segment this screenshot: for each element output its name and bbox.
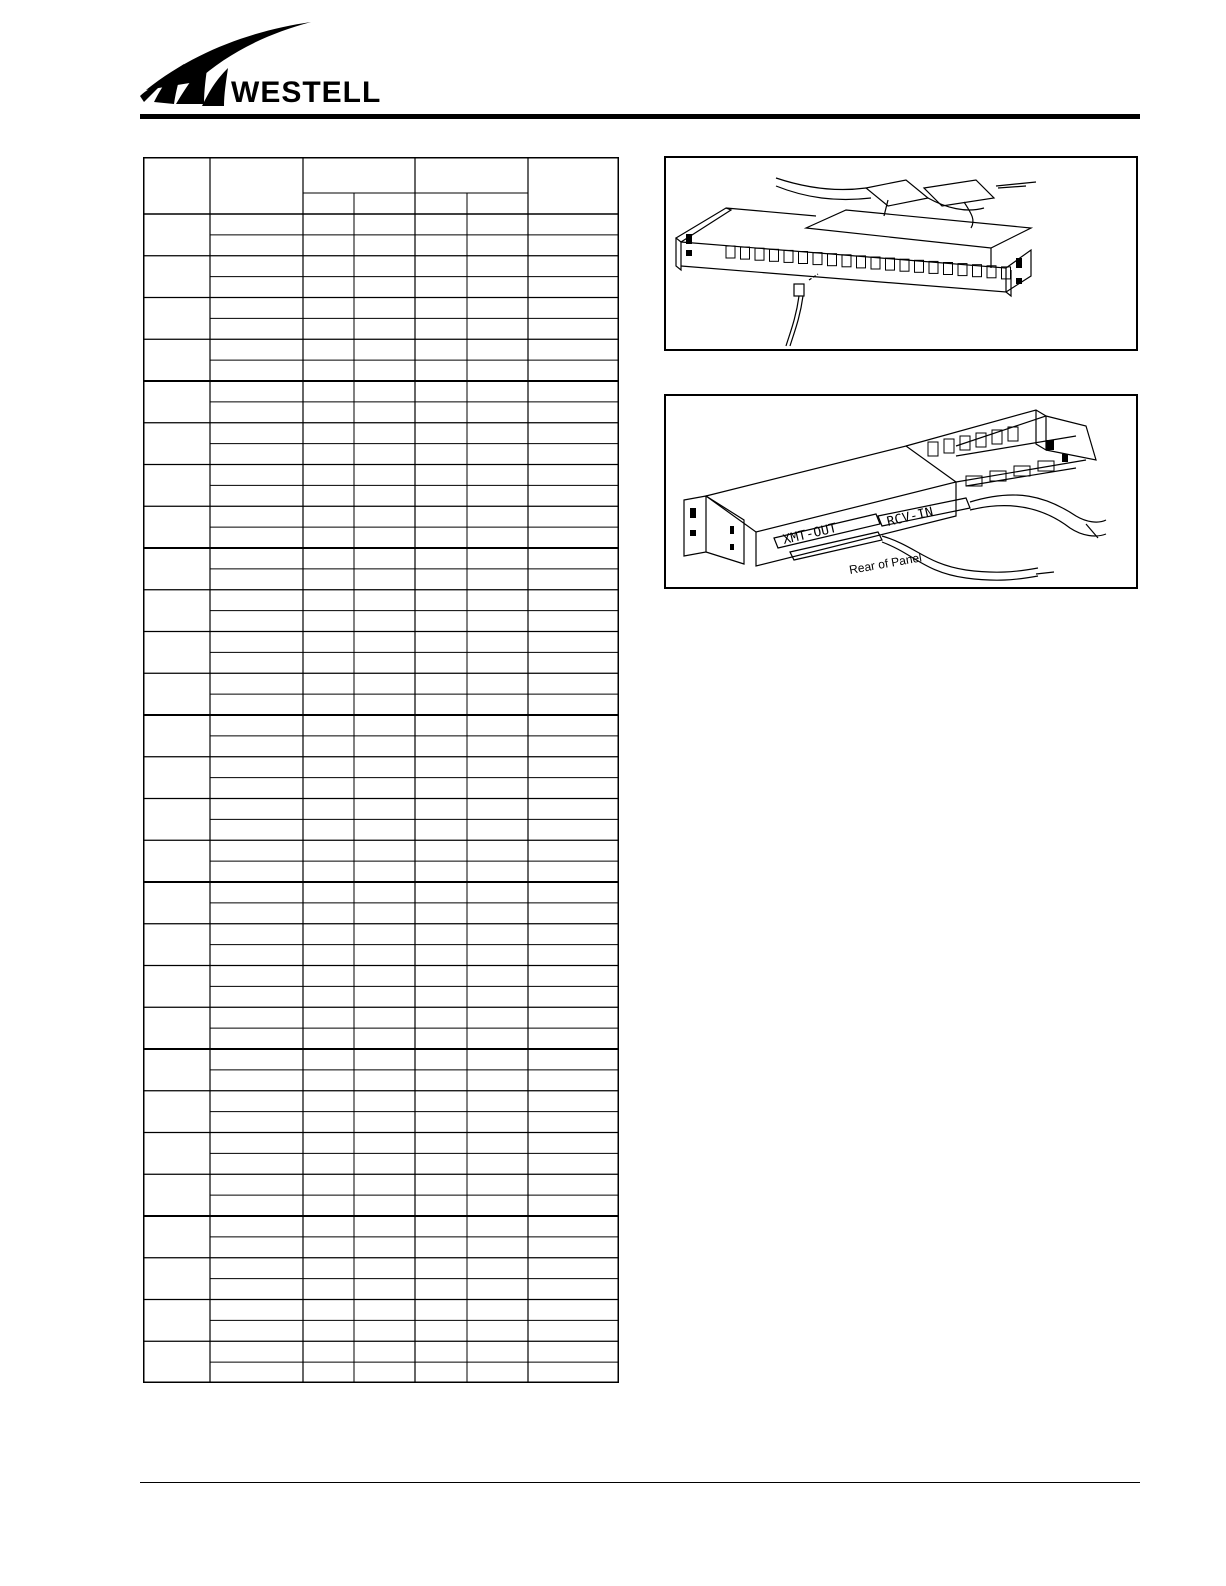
- rj-port-icon: [799, 252, 808, 264]
- rj-port-icon: [886, 258, 895, 270]
- rear-panel-illustration: [666, 396, 1136, 587]
- figure-rear-panel: [664, 394, 1138, 589]
- rj-port-icon: [857, 256, 866, 268]
- brand-name: WESTELL: [231, 76, 382, 109]
- panel-slot-icon: [944, 439, 954, 453]
- rj-port-icon: [828, 254, 837, 266]
- front-panel-illustration: [666, 158, 1136, 349]
- rcv-in-label: RCV-IN: [885, 504, 935, 530]
- rj-port-icon: [900, 259, 909, 271]
- rj-port-icon: [944, 263, 953, 275]
- panel-slot-icon: [928, 442, 938, 456]
- connector-table: [143, 157, 619, 1383]
- footer-rule: [140, 1482, 1140, 1483]
- rj-port-icon: [929, 261, 938, 273]
- rj-port-icon: [958, 264, 967, 276]
- figure-front-panel: [664, 156, 1138, 351]
- xmt-out-label: XMT-OUT: [781, 520, 839, 548]
- rj-port-icon: [784, 250, 793, 262]
- rj-port-icon: [726, 246, 735, 258]
- rear-of-panel-caption: Rear of Panel: [848, 550, 923, 577]
- rj-port-icon: [915, 260, 924, 272]
- rj-port-icon: [755, 248, 764, 260]
- panel-slot-icon: [976, 433, 986, 447]
- rj-port-icon: [770, 249, 779, 261]
- rj-port-icon: [813, 253, 822, 265]
- rj-port-icon: [842, 255, 851, 267]
- header-rule: [140, 114, 1140, 119]
- panel-slot-icon: [1008, 427, 1018, 441]
- connector-table-grid: [143, 157, 619, 1383]
- rj-port-icon: [741, 247, 750, 259]
- rj-port-icon: [871, 257, 880, 269]
